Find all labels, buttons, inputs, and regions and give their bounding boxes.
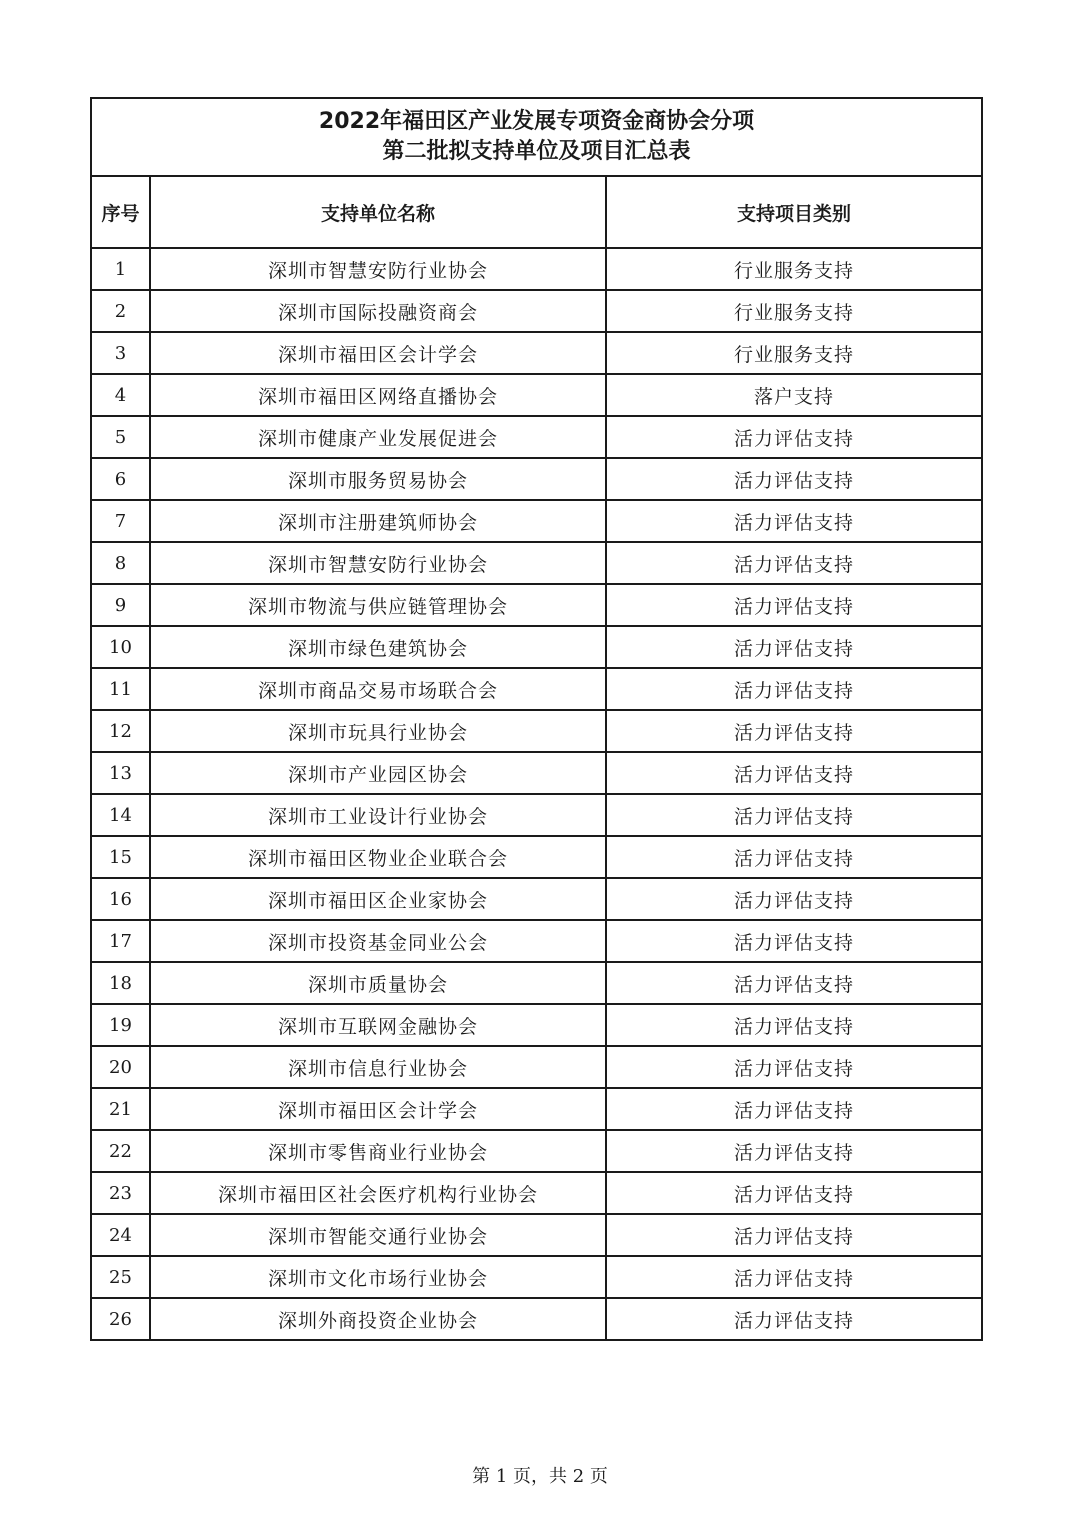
page-footer: 第 1 页，共 2 页: [472, 1466, 608, 1487]
summary-table: [90, 97, 983, 1341]
cell-category: 活力评估支持: [606, 920, 982, 962]
cell-unit-name: 深圳市信息行业协会: [150, 1046, 606, 1088]
cell-seq: 3: [91, 332, 150, 374]
cell-unit-name: 深圳市国际投融资商会: [150, 290, 606, 332]
cell-category: 活力评估支持: [606, 1172, 982, 1214]
table-row: [91, 710, 982, 752]
cell-seq: 16: [91, 878, 150, 920]
cell-seq: 2: [91, 290, 150, 332]
table-row: [91, 248, 982, 290]
table-title: [91, 98, 982, 176]
cell-category: 活力评估支持: [606, 794, 982, 836]
cell-category: 活力评估支持: [606, 962, 982, 1004]
cell-category: 行业服务支持: [606, 248, 982, 290]
cell-category: 活力评估支持: [606, 836, 982, 878]
table-row: [91, 1298, 982, 1340]
table-row: [91, 1046, 982, 1088]
cell-unit-name: 深圳市质量协会: [150, 962, 606, 1004]
cell-unit-name: 深圳市工业设计行业协会: [150, 794, 606, 836]
table-row: [91, 1256, 982, 1298]
cell-unit-name: 深圳市福田区物业企业联合会: [150, 836, 606, 878]
cell-category: 落户支持: [606, 374, 982, 416]
table-row: [91, 458, 982, 500]
table-row: [91, 836, 982, 878]
cell-unit-name: 深圳市智能交通行业协会: [150, 1214, 606, 1256]
cell-unit-name: 深圳市智慧安防行业协会: [150, 542, 606, 584]
table-row: [91, 626, 982, 668]
cell-category: 行业服务支持: [606, 332, 982, 374]
table-row: [91, 374, 982, 416]
table-body: [91, 248, 982, 1340]
table-row: [91, 920, 982, 962]
cell-seq: 24: [91, 1214, 150, 1256]
cell-unit-name: 深圳市福田区网络直播协会: [150, 374, 606, 416]
table-row: [91, 878, 982, 920]
cell-category: 活力评估支持: [606, 1214, 982, 1256]
cell-seq: 7: [91, 500, 150, 542]
cell-category: 行业服务支持: [606, 290, 982, 332]
cell-category: 活力评估支持: [606, 1004, 982, 1046]
title-line-1: 2022年福田区产业发展专项资金商协会分项: [318, 109, 755, 134]
table-row: [91, 500, 982, 542]
cell-unit-name: 深圳市物流与供应链管理协会: [150, 584, 606, 626]
cell-seq: 5: [91, 416, 150, 458]
cell-seq: 20: [91, 1046, 150, 1088]
cell-category: 活力评估支持: [606, 1298, 982, 1340]
cell-unit-name: 深圳市福田区会计学会: [150, 332, 606, 374]
cell-category: 活力评估支持: [606, 458, 982, 500]
column-header-unit: 支持单位名称: [150, 176, 606, 248]
cell-category: 活力评估支持: [606, 1088, 982, 1130]
table-row: [91, 668, 982, 710]
cell-seq: 6: [91, 458, 150, 500]
cell-seq: 19: [91, 1004, 150, 1046]
cell-category: 活力评估支持: [606, 1256, 982, 1298]
cell-unit-name: 深圳市服务贸易协会: [150, 458, 606, 500]
cell-seq: 4: [91, 374, 150, 416]
cell-seq: 26: [91, 1298, 150, 1340]
cell-seq: 8: [91, 542, 150, 584]
cell-seq: 25: [91, 1256, 150, 1298]
cell-unit-name: 深圳市产业园区协会: [150, 752, 606, 794]
column-header-seq: 序号: [91, 176, 150, 248]
cell-unit-name: 深圳市福田区会计学会: [150, 1088, 606, 1130]
cell-category: 活力评估支持: [606, 752, 982, 794]
cell-unit-name: 深圳市注册建筑师协会: [150, 500, 606, 542]
cell-seq: 17: [91, 920, 150, 962]
cell-unit-name: 深圳市福田区社会医疗机构行业协会: [150, 1172, 606, 1214]
table-row: [91, 1214, 982, 1256]
cell-seq: 14: [91, 794, 150, 836]
table-row: [91, 584, 982, 626]
cell-unit-name: 深圳市玩具行业协会: [150, 710, 606, 752]
table-row: [91, 1088, 982, 1130]
cell-unit-name: 深圳市零售商业行业协会: [150, 1130, 606, 1172]
table-row: [91, 542, 982, 584]
table-row: [91, 290, 982, 332]
title-row: [91, 98, 982, 176]
cell-seq: 9: [91, 584, 150, 626]
cell-unit-name: 深圳市商品交易市场联合会: [150, 668, 606, 710]
cell-category: 活力评估支持: [606, 584, 982, 626]
table-row: [91, 1172, 982, 1214]
cell-seq: 11: [91, 668, 150, 710]
cell-unit-name: 深圳市智慧安防行业协会: [150, 248, 606, 290]
table-row: [91, 962, 982, 1004]
cell-category: 活力评估支持: [606, 626, 982, 668]
column-header-category: 支持项目类别: [606, 176, 982, 248]
cell-category: 活力评估支持: [606, 1130, 982, 1172]
cell-unit-name: 深圳市健康产业发展促进会: [150, 416, 606, 458]
cell-category: 活力评估支持: [606, 878, 982, 920]
cell-unit-name: 深圳市文化市场行业协会: [150, 1256, 606, 1298]
cell-unit-name: 深圳市绿色建筑协会: [150, 626, 606, 668]
cell-category: 活力评估支持: [606, 500, 982, 542]
cell-unit-name: 深圳市互联网金融协会: [150, 1004, 606, 1046]
cell-seq: 15: [91, 836, 150, 878]
cell-seq: 23: [91, 1172, 150, 1214]
cell-category: 活力评估支持: [606, 1046, 982, 1088]
table-row: [91, 332, 982, 374]
title-line-2: 第二批拟支持单位及项目汇总表: [382, 139, 691, 164]
header-row: [91, 176, 982, 248]
cell-seq: 13: [91, 752, 150, 794]
cell-seq: 10: [91, 626, 150, 668]
cell-seq: 1: [91, 248, 150, 290]
cell-unit-name: 深圳市福田区企业家协会: [150, 878, 606, 920]
cell-seq: 12: [91, 710, 150, 752]
cell-seq: 22: [91, 1130, 150, 1172]
cell-category: 活力评估支持: [606, 542, 982, 584]
cell-category: 活力评估支持: [606, 668, 982, 710]
table-row: [91, 1130, 982, 1172]
cell-seq: 18: [91, 962, 150, 1004]
table-row: [91, 794, 982, 836]
table-row: [91, 752, 982, 794]
cell-category: 活力评估支持: [606, 710, 982, 752]
cell-unit-name: 深圳市投资基金同业公会: [150, 920, 606, 962]
cell-seq: 21: [91, 1088, 150, 1130]
cell-category: 活力评估支持: [606, 416, 982, 458]
table-row: [91, 416, 982, 458]
cell-unit-name: 深圳外商投资企业协会: [150, 1298, 606, 1340]
table-row: [91, 1004, 982, 1046]
